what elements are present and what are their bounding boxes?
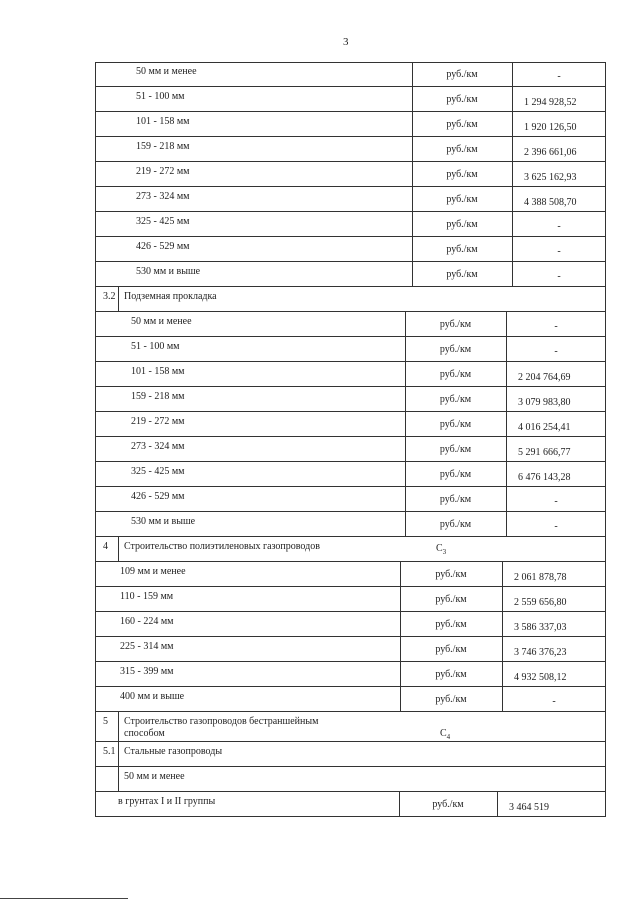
- table-row: [95, 87, 606, 112]
- value-cell: 3 746 376,23: [514, 647, 567, 658]
- value-cell: 2 396 661,06: [524, 147, 577, 158]
- value-cell: 3 625 162,93: [524, 172, 577, 183]
- cost-symbol-subscript: 4: [446, 733, 451, 741]
- unit-cell: руб./км: [439, 444, 472, 455]
- unit-cell: руб./км: [439, 369, 472, 380]
- unit-cell: руб./км: [446, 244, 478, 255]
- table-row: [95, 162, 606, 187]
- table-border: [95, 112, 96, 137]
- unit-cell: руб./км: [446, 169, 478, 180]
- section-header-row: [95, 287, 606, 312]
- table-border: [95, 512, 96, 537]
- value-cell: -: [554, 521, 558, 532]
- unit-cell: руб./км: [446, 144, 478, 155]
- section-header-row: [95, 712, 606, 742]
- unit-cell: руб./км: [446, 69, 478, 80]
- cost-symbol-letter: C: [436, 543, 443, 554]
- unit-cell: руб./км: [435, 669, 467, 680]
- value-cell: 4 932 508,12: [514, 672, 567, 683]
- item-name: 219 - 272 мм: [136, 166, 190, 177]
- item-name: 426 - 529 мм: [131, 491, 185, 502]
- item-name: 101 - 158 мм: [131, 366, 185, 377]
- table-border: [95, 262, 96, 287]
- item-name: 400 мм и выше: [120, 691, 185, 702]
- section-number: 5.1: [103, 746, 116, 757]
- value-cell: 1 294 928,52: [524, 97, 577, 108]
- value-cell: -: [557, 246, 561, 257]
- section-number: 4: [103, 541, 108, 552]
- item-name: 315 - 399 мм: [120, 666, 174, 677]
- table-row: [95, 362, 606, 387]
- table-border: [605, 712, 606, 742]
- item-name: 225 - 314 мм: [120, 641, 174, 652]
- unit-cell: руб./км: [439, 494, 472, 505]
- unit-cell: руб./км: [439, 519, 472, 530]
- unit-cell: руб./км: [446, 269, 478, 280]
- table-row: [95, 662, 606, 687]
- item-name: 426 - 529 мм: [136, 241, 190, 252]
- value-cell: -: [554, 346, 558, 357]
- column-divider: [118, 742, 119, 767]
- table-row: [95, 212, 606, 237]
- table-border: [95, 237, 96, 262]
- column-divider: [118, 712, 119, 742]
- item-name: 51 - 100 мм: [136, 91, 185, 102]
- column-divider: [118, 767, 119, 792]
- value-cell: 4 016 254,41: [518, 422, 571, 433]
- item-name: 50 мм и менее: [136, 66, 197, 77]
- table-row: [95, 792, 606, 817]
- table-row: [95, 412, 606, 437]
- table-border: [95, 137, 96, 162]
- cost-symbol-subscript: 3: [442, 548, 447, 556]
- item-name: 273 - 324 мм: [136, 191, 190, 202]
- section-title: Строительство газопроводов бестраншейным: [124, 716, 319, 727]
- value-cell: 4 388 508,70: [524, 197, 577, 208]
- unit-cell: руб./км: [435, 694, 467, 705]
- item-name: 159 - 218 мм: [136, 141, 190, 152]
- value-cell: 3 079 983,80: [518, 397, 571, 408]
- table-row: [95, 637, 606, 662]
- unit-cell: руб./км: [439, 319, 472, 330]
- table-row: [95, 437, 606, 462]
- table-row: [95, 512, 606, 537]
- table-border: [95, 337, 96, 362]
- item-name: 159 - 218 мм: [131, 391, 185, 402]
- item-name: в грунтах I и II группы: [118, 796, 216, 807]
- table-border: [605, 742, 606, 767]
- section-header-row: [95, 537, 606, 562]
- table-row: [95, 767, 606, 792]
- table-row: [95, 612, 606, 637]
- table-row: [95, 562, 606, 587]
- table-row: [95, 387, 606, 412]
- table-border: [95, 162, 96, 187]
- item-name: 219 - 272 мм: [131, 416, 185, 427]
- table-border: [95, 767, 96, 792]
- value-cell: -: [557, 221, 561, 232]
- value-cell: -: [554, 496, 558, 507]
- table-row: [95, 137, 606, 162]
- section-title: Стальные газопроводы: [124, 746, 223, 757]
- table-border: [95, 462, 96, 487]
- value-cell: 3 586 337,03: [514, 622, 567, 633]
- item-name: 51 - 100 мм: [131, 341, 180, 352]
- table-row: [95, 462, 606, 487]
- section-header-row: [95, 742, 606, 767]
- section-title-line2: способом: [124, 728, 165, 739]
- table-row: [95, 587, 606, 612]
- table-border: [95, 187, 96, 212]
- column-divider: [118, 287, 119, 312]
- item-name: 50 мм и менее: [131, 316, 192, 327]
- table-border: [95, 587, 96, 612]
- section-number: 5: [103, 716, 108, 727]
- section-number: 3.2: [103, 291, 116, 302]
- value-cell: 2 204 764,69: [518, 372, 571, 383]
- value-cell: 2 061 878,78: [514, 572, 567, 583]
- item-name: 273 - 324 мм: [131, 441, 185, 452]
- footnote-separator: [0, 898, 128, 899]
- table-border: [95, 62, 96, 87]
- table-border: [605, 537, 606, 562]
- unit-cell: руб./км: [439, 469, 472, 480]
- unit-cell: руб./км: [446, 194, 478, 205]
- unit-cell: руб./км: [435, 619, 467, 630]
- unit-cell: руб./км: [446, 94, 478, 105]
- unit-cell: руб./км: [435, 569, 467, 580]
- unit-cell: руб./км: [432, 799, 464, 810]
- unit-cell: руб./км: [435, 644, 467, 655]
- table-row: [95, 112, 606, 137]
- table-border: [605, 287, 606, 312]
- table-row: [95, 62, 606, 87]
- section-title: Строительство полиэтиленовых газопроводов: [124, 541, 320, 552]
- table-row: [95, 337, 606, 362]
- item-name: 530 мм и выше: [136, 266, 201, 277]
- value-cell: -: [552, 696, 556, 707]
- unit-cell: руб./км: [439, 344, 472, 355]
- section-title: Подземная прокладка: [124, 291, 217, 302]
- item-name: 109 мм и менее: [120, 566, 186, 577]
- table-border: [95, 87, 96, 112]
- value-cell: 5 291 666,77: [518, 447, 571, 458]
- item-name: 325 - 425 мм: [136, 216, 190, 227]
- table-row: [95, 312, 606, 337]
- item-name: 101 - 158 мм: [136, 116, 190, 127]
- table-border: [605, 767, 606, 792]
- table-border: [95, 212, 96, 237]
- value-cell: 1 920 126,50: [524, 122, 577, 133]
- item-name: 110 - 159 мм: [120, 591, 174, 602]
- value-cell: 6 476 143,28: [518, 472, 571, 483]
- table-row: [95, 262, 606, 287]
- table-border: [95, 387, 96, 412]
- cost-symbol-letter: C: [440, 728, 447, 739]
- unit-cell: руб./км: [446, 119, 478, 130]
- table-border: [95, 487, 96, 512]
- table-border: [95, 792, 96, 817]
- value-cell: 3 464 519: [509, 802, 549, 813]
- column-divider: [118, 537, 119, 562]
- value-cell: -: [557, 271, 561, 282]
- item-name: 50 мм и менее: [124, 771, 185, 782]
- table-row: [95, 487, 606, 512]
- unit-cell: руб./км: [446, 219, 478, 230]
- table-border: [95, 562, 96, 587]
- table-border: [95, 662, 96, 687]
- item-name: 160 - 224 мм: [120, 616, 174, 627]
- page-number: 3: [343, 36, 349, 48]
- table-border: [95, 612, 96, 637]
- value-cell: 2 559 656,80: [514, 597, 567, 608]
- unit-cell: руб./км: [439, 394, 472, 405]
- table-border: [95, 687, 96, 712]
- table-row: [95, 187, 606, 212]
- unit-cell: руб./км: [439, 419, 472, 430]
- table-border: [95, 362, 96, 387]
- table-row: [95, 687, 606, 712]
- unit-cell: руб./км: [435, 594, 467, 605]
- table-row: [95, 237, 606, 262]
- table-border: [95, 637, 96, 662]
- item-name: 325 - 425 мм: [131, 466, 185, 477]
- value-cell: -: [557, 71, 561, 82]
- table-border: [95, 437, 96, 462]
- table-border: [95, 312, 96, 337]
- table-border: [95, 412, 96, 437]
- item-name: 530 мм и выше: [131, 516, 196, 527]
- value-cell: -: [554, 321, 558, 332]
